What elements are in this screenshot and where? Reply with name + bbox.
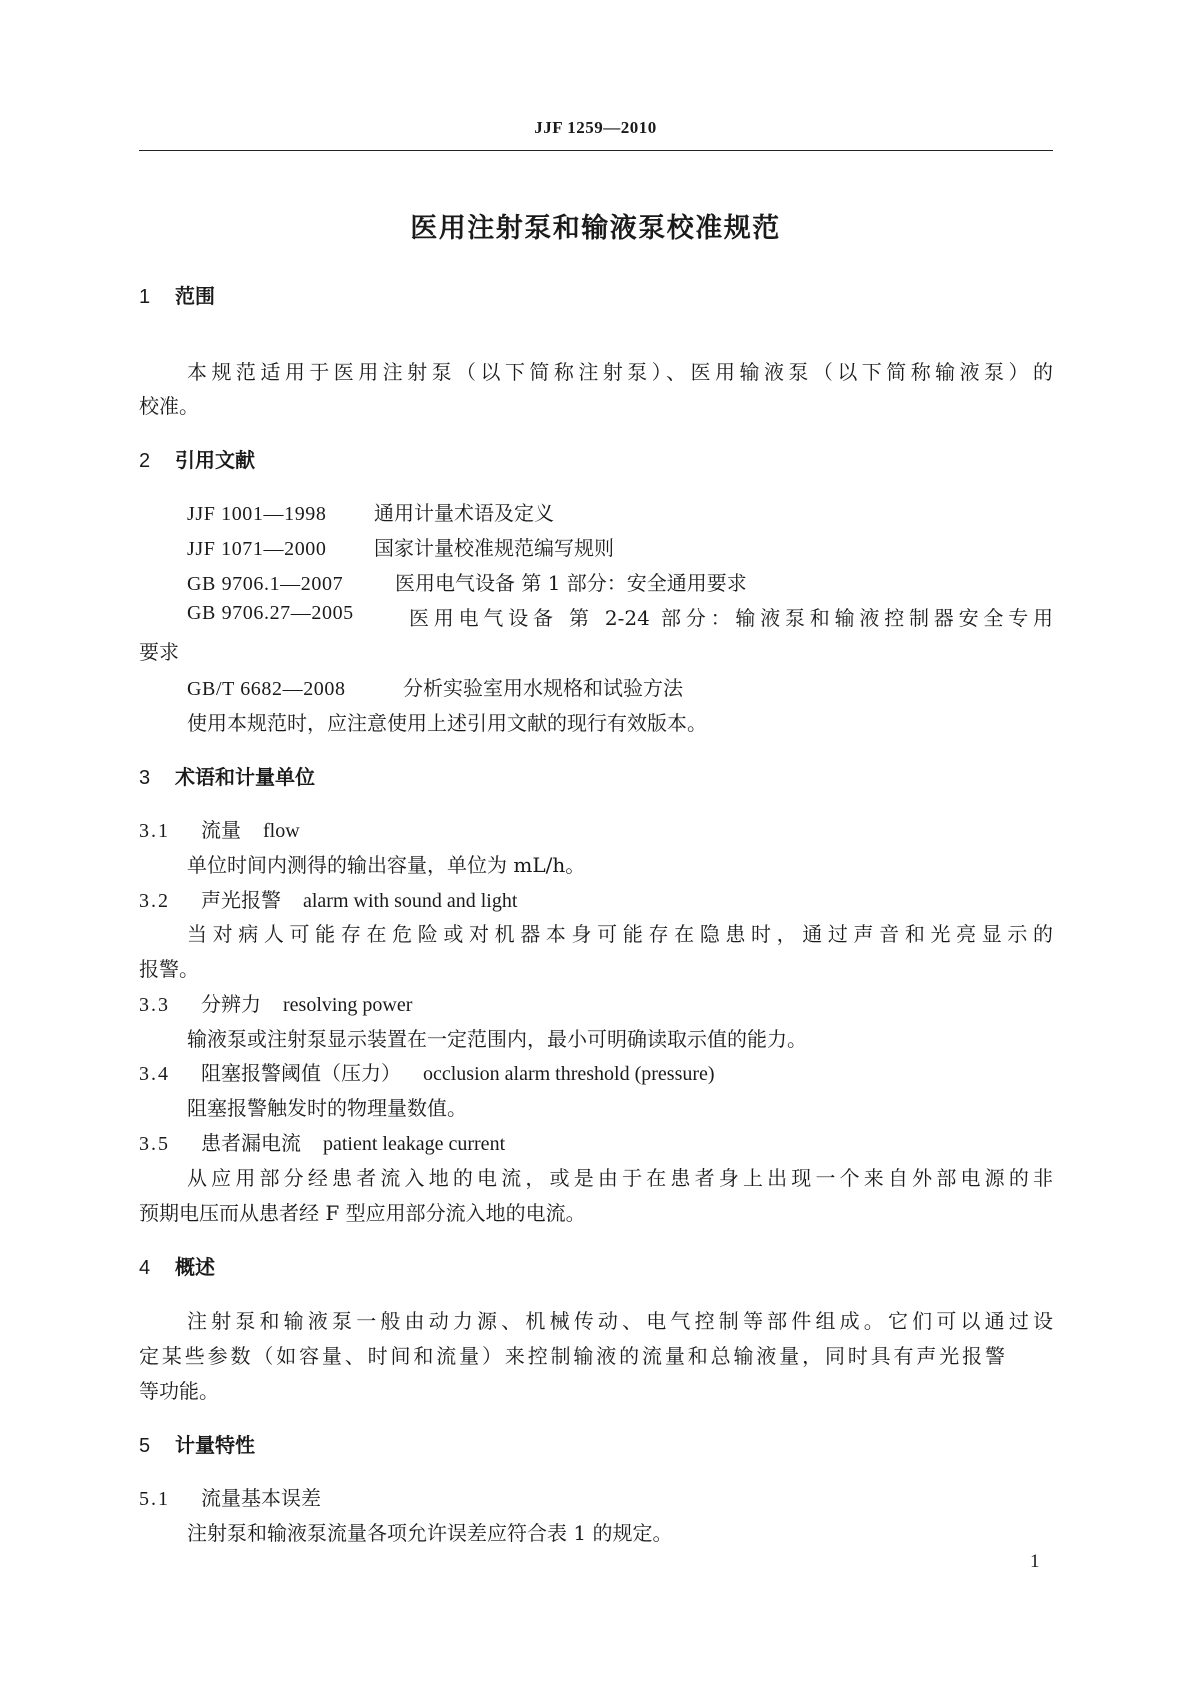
- section-1-heading: [139, 280, 215, 309]
- subsection-text: 注射泵和输液泵流量各项允许误差应符合表 1 的规定。: [187, 1521, 673, 1545]
- section-1-paragraph-line-1: 本规范适用于医用注射泵（以下简称注射泵）、医用输液泵（以下简称输液泵）的: [187, 360, 1053, 384]
- reference-item: [187, 497, 554, 526]
- section-4-heading: [139, 1251, 215, 1280]
- term-english: flow: [263, 820, 300, 842]
- section-title: 概述: [175, 1255, 215, 1279]
- section-number: 1: [139, 286, 151, 308]
- term-english: resolving power: [283, 994, 413, 1016]
- term-english: patient leakage current: [323, 1133, 506, 1155]
- section-title: 引用文献: [175, 448, 255, 472]
- reference-note: 使用本规范时，应注意使用上述引用文献的现行有效版本。: [187, 711, 707, 735]
- reference-code: GB 9706.27—2005: [187, 602, 354, 624]
- section-title: 范围: [175, 284, 215, 308]
- term-heading: [139, 1127, 505, 1156]
- reference-item-continuation: 要求: [139, 640, 179, 664]
- section-title: 术语和计量单位: [175, 765, 315, 789]
- section-4-paragraph-line: 注射泵和输液泵一般由动力源、机械传动、电气控制等部件组成。它们可以通过设: [187, 1309, 1053, 1333]
- term-definition: 当对病人可能存在危险或对机器本身可能存在隐患时，通过声音和光亮显示的: [187, 922, 1053, 946]
- section-5-heading: [139, 1429, 255, 1458]
- subsection-number: 5.1: [139, 1488, 170, 1510]
- term-number: 3.3: [139, 994, 170, 1016]
- section-number: 3: [139, 767, 151, 789]
- section-number: 2: [139, 450, 151, 472]
- term-number: 3.5: [139, 1133, 170, 1155]
- page-number: 1: [1030, 1551, 1040, 1572]
- reference-title: 分析实验室用水规格和试验方法: [403, 676, 683, 700]
- term-number: 3.1: [139, 820, 170, 842]
- reference-code: JJF 1001—1998: [187, 503, 327, 525]
- section-1-paragraph-line-2: 校准。: [139, 394, 199, 418]
- term-heading: [139, 884, 517, 913]
- term-chinese: 分辨力: [201, 992, 261, 1016]
- reference-code: JJF 1071—2000: [187, 538, 327, 560]
- reference-title: 通用计量术语及定义: [374, 501, 554, 525]
- reference-title: 医用电气设备 第 1 部分：安全通用要求: [395, 571, 747, 595]
- reference-title: 国家计量校准规范编写规则: [374, 536, 614, 560]
- header-rule: [139, 150, 1053, 151]
- reference-title: 医用电气设备 第 2-24 部分：输液泵和输液控制器安全专用: [409, 606, 1053, 630]
- term-definition: 报警。: [139, 957, 199, 981]
- term-number: 3.2: [139, 890, 170, 912]
- term-number: 3.4: [139, 1063, 170, 1085]
- reference-item: [187, 567, 747, 596]
- reference-item: [187, 602, 1053, 631]
- reference-item: [187, 532, 614, 561]
- term-chinese: 阻塞报警阈值（压力）: [201, 1061, 401, 1085]
- reference-code: GB/T 6682—2008: [187, 678, 346, 700]
- reference-item: [187, 672, 683, 701]
- document-code-header: JJF 1259—2010: [534, 118, 657, 137]
- subsection-heading: [139, 1482, 321, 1511]
- reference-code: GB 9706.1—2007: [187, 573, 344, 595]
- term-definition: 单位时间内测得的输出容量，单位为 mL/h。: [187, 853, 586, 877]
- section-number: 5: [139, 1435, 151, 1457]
- section-4-paragraph-line: 等功能。: [139, 1379, 219, 1403]
- section-number: 4: [139, 1257, 151, 1279]
- section-2-heading: [139, 444, 255, 473]
- subsection-title: 流量基本误差: [201, 1486, 321, 1510]
- section-3-heading: [139, 761, 315, 790]
- term-chinese: 声光报警: [201, 888, 281, 912]
- term-english: alarm with sound and light: [303, 890, 518, 912]
- term-heading: [139, 814, 300, 843]
- term-definition: 从应用部分经患者流入地的电流，或是由于在患者身上出现一个来自外部电源的非: [187, 1166, 1053, 1190]
- term-heading: [139, 988, 412, 1017]
- term-chinese: 流量: [201, 818, 241, 842]
- section-title: 计量特性: [175, 1433, 255, 1457]
- section-4-paragraph-line: 定某些参数（如容量、时间和流量）来控制输液的流量和总输液量，同时具有声光报警: [139, 1344, 1005, 1368]
- term-definition: 输液泵或注射泵显示装置在一定范围内，最小可明确读取示值的能力。: [187, 1027, 807, 1051]
- document-title: 医用注射泵和输液泵校准规范: [410, 213, 781, 244]
- term-heading: [139, 1057, 715, 1086]
- term-chinese: 患者漏电流: [201, 1131, 301, 1155]
- term-english: occlusion alarm threshold (pressure): [423, 1063, 715, 1085]
- term-definition: 预期电压而从患者经 F 型应用部分流入地的电流。: [139, 1201, 586, 1225]
- term-definition: 阻塞报警触发时的物理量数值。: [187, 1096, 467, 1120]
